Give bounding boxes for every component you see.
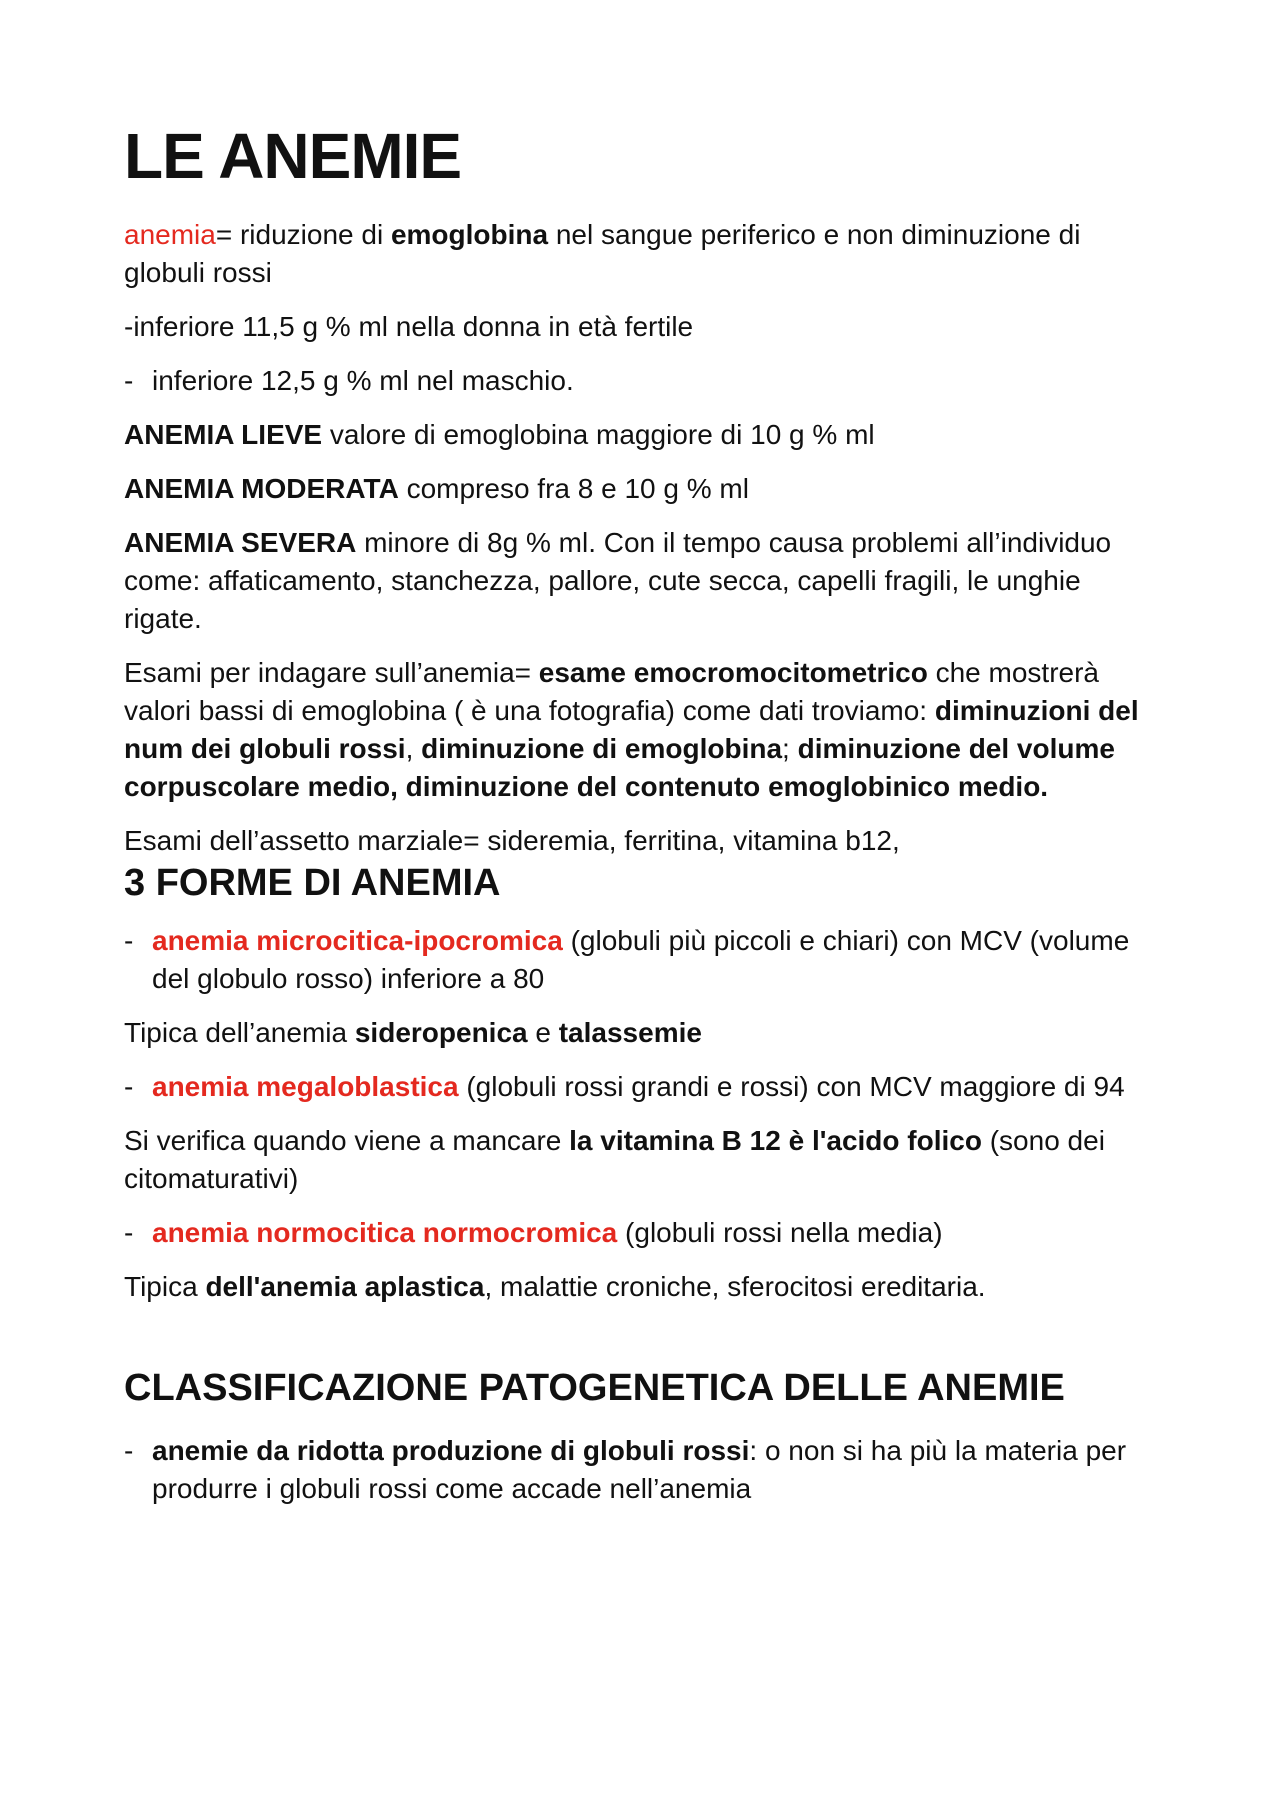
definition-text-1: = riduzione di (215, 218, 391, 250)
anemia-severa-label: ANEMIA SEVERA (124, 526, 357, 558)
anemia-lieve-text: valore di emoglobina maggiore di 10 g % ml (322, 418, 875, 450)
normocitica-note (124, 1268, 1164, 1306)
megaloblastica-text: (globuli rossi grandi e rossi) con MCV maggiore di 94 (458, 1070, 1125, 1102)
anemia-moderata-text: compreso fra 8 e 10 g % ml (398, 472, 749, 504)
anemia-lieve-label: ANEMIA LIEVE (124, 418, 323, 450)
microcitica-note (124, 1014, 1164, 1052)
esami-bold-2: diminuzioni del num dei globuli rossi (124, 694, 1139, 764)
ridotta-produzione-text: : o non si ha più la materia per produrre i globuli rossi come accade nell’anemia (152, 1434, 1127, 1504)
document-content (124, 120, 1164, 1508)
microcitica-term: anemia microcitica-ipocromica (152, 924, 563, 956)
anemia-moderata-label: ANEMIA MODERATA (124, 472, 399, 504)
megaloblastica-term: anemia megaloblastica (152, 1070, 459, 1102)
ridotta-produzione-term: anemie da ridotta produzione di globuli rossi (152, 1434, 750, 1466)
marziale-paragraph: Esami dell’assetto marziale= sideremia, ferritina, vitamina b12, (124, 824, 900, 856)
esami-bold-3: diminuzione di emoglobina (421, 732, 783, 764)
page-title: LE ANEMIE (124, 120, 462, 192)
emoglobina-term: emoglobina (390, 218, 549, 250)
note-text: Tipica (124, 1270, 206, 1302)
note-text: Si verifica quando viene a mancare (124, 1124, 570, 1156)
forme-heading: 3 FORME DI ANEMIA (124, 861, 501, 904)
esami-text-1: Esami per indagare sull’anemia= (124, 656, 539, 688)
anemia-severa-paragraph (124, 524, 1164, 638)
anemia-severa-text: minore di 8g % ml. Con il tempo causa problemi all’individuo come: affaticamento, stanchezza, pallore, cute secca, capelli fragili, le unghie rigate. (124, 526, 1112, 634)
megaloblastica-note (124, 1122, 1164, 1198)
talassemie-term: talassemie (558, 1016, 702, 1048)
anemia-term: anemia (124, 218, 216, 250)
normocitica-text: (globuli rossi nella media) (617, 1216, 943, 1248)
note-text: Tipica dell’anemia (124, 1016, 355, 1048)
dash-marker: - (124, 1434, 134, 1466)
definition-paragraph (124, 216, 1164, 292)
esami-bold-1: esame emocromocitometrico (538, 656, 928, 688)
esami-text-2: che mostrerà valori bassi di emoglobina ( è una fotografia) come dati troviamo: (124, 656, 1099, 726)
sideropenica-term: sideropenica (354, 1016, 528, 1048)
esami-paragraph (124, 654, 1164, 806)
esami-bold-4: diminuzione del volume corpuscolare medio, diminuzione del contenuto emoglobinico medio. (124, 732, 1115, 802)
normocitica-term: anemia normocitica normocromica (152, 1216, 618, 1248)
vitamina-b12-term: la vitamina B 12 è l'acido folico (569, 1124, 982, 1156)
forma-normocitica (124, 1214, 1164, 1252)
classificazione-heading: CLASSIFICAZIONE PATOGENETICA DELLE ANEMIE (124, 1366, 1065, 1409)
dash-marker: - (124, 924, 134, 956)
esami-text-4: ; (782, 732, 798, 764)
note-text: (sono dei citomaturativi) (124, 1124, 1105, 1194)
aplastica-term: dell'anemia aplastica (205, 1270, 485, 1302)
classificazione-ridotta (124, 1432, 1164, 1508)
forma-microcitica (124, 922, 1164, 998)
forma-megaloblastica (124, 1068, 1164, 1106)
note-text: e (527, 1016, 559, 1048)
threshold-female: -inferiore 11,5 g % ml nella donna in età fertile (124, 310, 694, 342)
threshold-male-text: inferiore 12,5 g % ml nel maschio. (152, 364, 574, 396)
threshold-male (124, 362, 1164, 400)
dash-marker: - (124, 1070, 134, 1102)
definition-text-2: nel sangue periferico e non diminuzione di globuli rossi (124, 218, 1081, 288)
anemia-moderata-paragraph (124, 470, 1164, 508)
microcitica-text: (globuli più piccoli e chiari) con MCV (volume del globulo rosso) inferiore a 80 (152, 924, 1130, 994)
dash-marker: - (124, 1216, 134, 1248)
dash-marker: - (124, 364, 134, 396)
anemia-lieve-paragraph (124, 416, 1164, 454)
esami-text-3: , (405, 732, 422, 764)
note-text: , malattie croniche, sferocitosi ereditaria. (484, 1270, 986, 1302)
